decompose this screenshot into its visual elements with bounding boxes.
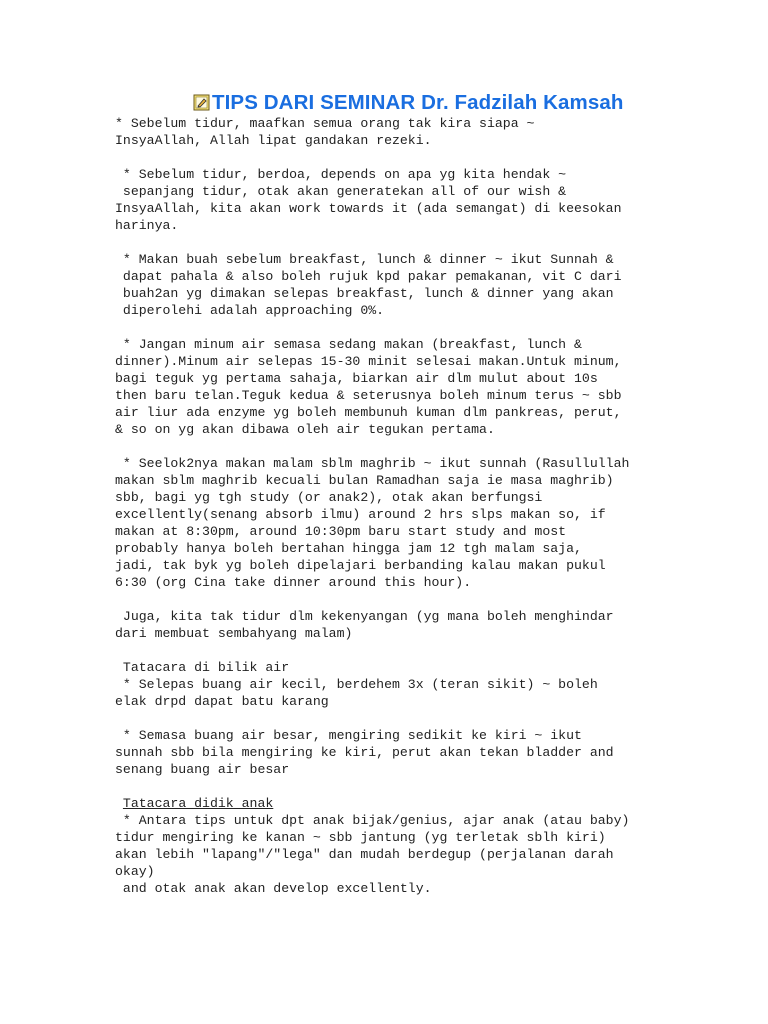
text-line: & so on yg akan dibawa oleh air tegukan pertama. (115, 422, 495, 437)
blank-line (115, 642, 735, 659)
blank-line (115, 438, 735, 455)
text-line: dinner).Minum air selepas 15-30 minit selesai makan.Untuk minum, (115, 354, 622, 369)
text-line: * Sebelum tidur, maafkan semua orang tak kira siapa ~ (115, 116, 535, 131)
document-body (115, 115, 735, 897)
text-line: makan at 8:30pm, around 10:30pm baru start study and most (115, 524, 567, 539)
text-line (115, 795, 735, 812)
text-line: sunnah sbb bila mengiring ke kiri, perut akan tekan bladder and (115, 745, 614, 760)
text-line: sbb, bagi yg tgh study (or anak2), otak akan berfungsi (115, 490, 543, 505)
text-line: makan sblm maghrib kecuali bulan Ramadhan saja ie masa maghrib) (115, 473, 614, 488)
text-line: then baru telan.Teguk kedua & seterusnya boleh minum terus ~ sbb (115, 388, 622, 403)
blank-line (115, 319, 735, 336)
blank-line (115, 234, 735, 251)
text-line: * Selepas buang air kecil, berdehem 3x (teran sikit) ~ boleh (115, 677, 598, 692)
text-line: 6:30 (org Cina take dinner around this hour). (115, 575, 472, 590)
text-line: * Semasa buang air besar, mengiring sedikit ke kiri ~ ikut (115, 728, 582, 743)
text-line: diperolehi adalah approaching 0%. (115, 303, 385, 318)
text-line: okay) (115, 864, 155, 879)
edit-document-icon (193, 94, 210, 111)
text-line: probably hanya boleh bertahan hingga jam 12 tgh malam saja, (115, 541, 582, 556)
document-title (193, 90, 624, 116)
text-line: sepanjang tidur, otak akan generatekan all of our wish & (115, 184, 567, 199)
text-line: harinya. (115, 218, 179, 233)
text-line: InsyaAllah, Allah lipat gandakan rezeki. (115, 133, 432, 148)
section-heading: Tatacara didik anak (122, 796, 274, 811)
blank-line (115, 149, 735, 166)
text-line: air liur ada enzyme yg boleh membunuh kuman dlm pankreas, perut, (115, 405, 622, 420)
text-line: tidur mengiring ke kanan ~ sbb jantung (yg terletak sblh kiri) (115, 830, 606, 845)
text-line: Tatacara di bilik air (115, 660, 290, 675)
text-line: * Sebelum tidur, berdoa, depends on apa yg kita hendak ~ (115, 167, 567, 182)
blank-line (115, 591, 735, 608)
text-line: elak drpd dapat batu karang (115, 694, 329, 709)
title-text: TIPS DARI SEMINAR Dr. Fadzilah Kamsah (212, 91, 624, 114)
text-line: * Jangan minum air semasa sedang makan (breakfast, lunch & (115, 337, 582, 352)
blank-line (115, 710, 735, 727)
text-line: * Seelok2nya makan malam sblm maghrib ~ ikut sunnah (Rasullullah (115, 456, 630, 471)
text-line: and otak anak akan develop excellently. (115, 881, 432, 896)
text-line: jadi, tak byk yg boleh dipelajari berbanding kalau makan pukul (115, 558, 606, 573)
text-line: * Makan buah sebelum breakfast, lunch & dinner ~ ikut Sunnah & (115, 252, 614, 267)
text-line: senang buang air besar (115, 762, 290, 777)
text-line: excellently(senang absorb ilmu) around 2 hrs slps makan so, if (115, 507, 606, 522)
text-line: InsyaAllah, kita akan work towards it (ada semangat) di keesokan (115, 201, 622, 216)
text-line: akan lebih "lapang"/"lega" dan mudah berdegup (perjalanan darah (115, 847, 614, 862)
blank-line (115, 778, 735, 795)
text-line: dapat pahala & also boleh rujuk kpd pakar pemakanan, vit C dari (115, 269, 622, 284)
text-line: Juga, kita tak tidur dlm kekenyangan (yg mana boleh menghindar (115, 609, 614, 624)
text-line: buah2an yg dimakan selepas breakfast, lunch & dinner yang akan (115, 286, 614, 301)
text-line: dari membuat sembahyang malam) (115, 626, 353, 641)
text-line: bagi teguk yg pertama sahaja, biarkan air dlm mulut about 10s (115, 371, 598, 386)
text-line: * Antara tips untuk dpt anak bijak/genius, ajar anak (atau baby) (115, 813, 630, 828)
